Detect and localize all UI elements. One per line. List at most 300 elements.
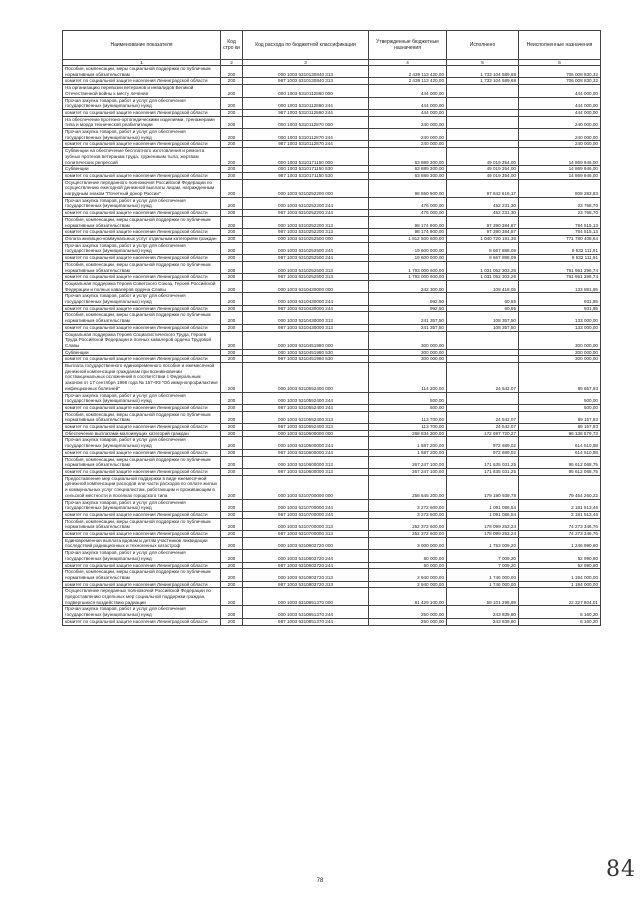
cell-remaining: 614 510,98 xyxy=(519,437,601,449)
cell-kbk: 000 1003 5310803720 244 xyxy=(243,550,369,562)
cell-remaining: 9 532 111,91 xyxy=(519,255,601,262)
cell-remaining: 784 515,13 xyxy=(519,229,601,236)
table-row xyxy=(63,293,601,305)
cell-kbk: 000 1003 5310430000 000 xyxy=(243,280,369,292)
cell-remaining: 761 951 296,74 xyxy=(519,261,601,273)
cell-kbk: 000 1003 5310112860 000 xyxy=(243,85,369,97)
table-row xyxy=(63,85,601,97)
cell-executed: 1 753 009,20 xyxy=(447,537,519,549)
cell-name: Прочая закупка товаров, работ и услуг для обеспечения государственных (муниципальных) нужд xyxy=(63,392,221,404)
cell-code: 200 xyxy=(221,475,243,499)
cell-code: 200 xyxy=(221,85,243,97)
cell-name: комитет по социальной защите населения Ленинградской области xyxy=(63,324,221,331)
cell-code: 200 xyxy=(221,392,243,404)
column-index-cell: 6 xyxy=(519,60,601,66)
cell-code: 200 xyxy=(221,449,243,456)
cell-executed: 8 667 888,09 xyxy=(447,242,519,254)
cell-kbk: 000 1003 5310552400 244 xyxy=(243,392,369,404)
table-row xyxy=(63,475,601,499)
cell-code: 200 xyxy=(221,97,243,109)
cell-kbk: 000 1003 5310252200 244 xyxy=(243,197,369,209)
cell-remaining: 14 869 946,00 xyxy=(519,148,601,166)
cell-executed xyxy=(447,141,519,148)
cell-code: 200 xyxy=(221,356,243,363)
cell-kbk: 987 1003 5310552400 244 xyxy=(243,404,369,411)
table-row xyxy=(63,78,601,85)
cell-kbk: 987 1003 5310451980 530 xyxy=(243,356,369,363)
table-row xyxy=(63,437,601,449)
cell-code: 200 xyxy=(221,78,243,85)
table-row xyxy=(63,404,601,411)
cell-kbk: 000 1003 5310600000 313 xyxy=(243,456,369,468)
table-row xyxy=(63,305,601,312)
cell-code: 200 xyxy=(221,550,243,562)
cell-code: 200 xyxy=(221,618,243,625)
cell-executed xyxy=(447,85,519,97)
table-row xyxy=(63,116,601,128)
handwritten-sheet-number: 84 xyxy=(606,857,636,882)
cell-name: комитет по социальной защите населения Ленинградской области xyxy=(63,531,221,538)
column-index-cell: 1 xyxy=(63,60,221,66)
cell-kbk: 000 1003 5310112860 244 xyxy=(243,97,369,109)
cell-code: 200 xyxy=(221,562,243,569)
header-approved: Утвержденные бюджетные назначения xyxy=(369,31,447,60)
column-index-cell: 3 xyxy=(243,60,369,66)
table-row xyxy=(63,469,601,476)
cell-executed: 972 689,02 xyxy=(447,437,519,449)
cell-name: Социальная поддержка Героев Социалистического Труда, Героев Труда Российской Федерации и полных кавалеров ордена Трудовой Славы xyxy=(63,331,221,349)
table-row xyxy=(63,197,601,209)
cell-executed: 243 839,80 xyxy=(447,606,519,618)
cell-executed: 452 231,30 xyxy=(447,197,519,209)
cell-name: Пособия, компенсации, меры социальной поддержки по публичным нормативным обязательствам xyxy=(63,518,221,530)
cell-code: 200 xyxy=(221,229,243,236)
cell-executed xyxy=(447,97,519,109)
cell-approved: 2 940 000,00 xyxy=(369,581,447,588)
cell-name: Осуществление переданного полномочия Российской Федерации по осуществлению ежегодной денежной выплаты лицам, награжденным нагрудным знаком "Почетный донор России" xyxy=(63,179,221,197)
cell-executed: 1 040 720 191,36 xyxy=(447,235,519,242)
cell-remaining: 931,95 xyxy=(519,305,601,312)
cell-approved: 240 000,00 xyxy=(369,116,447,128)
table-row xyxy=(63,581,601,588)
cell-code: 200 xyxy=(221,305,243,312)
cell-name: Выплата государственного единовременного пособия и ежемесячной денежной компенсации гражданам при возникновении поствакцинальных осложнений в соответствии с Федеральным законом от 17 сентября 1998 года № 157-ФЗ "Об иммунопрофилактике инфекционных болезней" xyxy=(63,363,221,393)
table-row xyxy=(63,511,601,518)
cell-kbk: 987 1003 5310252500 313 xyxy=(243,274,369,281)
cell-code: 200 xyxy=(221,197,243,209)
cell-remaining: 240 000,00 xyxy=(519,141,601,148)
cell-code: 200 xyxy=(221,511,243,518)
cell-approved: 268 834 300,00 xyxy=(369,430,447,437)
cell-executed: 1 091 086,54 xyxy=(447,499,519,511)
header-name: Наименование показателя xyxy=(63,31,221,60)
cell-name: Прочая закупка товаров, работ и услуг для обеспечения государственных (муниципальных) нужд xyxy=(63,129,221,141)
cell-name: На организацию перевозки ветеранов и инвалидов Великой Отечественной войны к месту лечения xyxy=(63,85,221,97)
cell-name: комитет по социальной защите населения Ленинградской области xyxy=(63,511,221,518)
cell-remaining: 79 454 260,22 xyxy=(519,475,601,499)
cell-executed: 97 842 616,17 xyxy=(447,179,519,197)
cell-name: Прочая закупка товаров, работ и услуг для обеспечения государственных (муниципальных) нужд xyxy=(63,606,221,618)
cell-executed: 178 099 253,24 xyxy=(447,518,519,530)
cell-remaining: 2 181 513,46 xyxy=(519,511,601,518)
cell-name: Пособия, компенсации, меры социальной поддержки по публичным нормативным обязательствам xyxy=(63,312,221,324)
cell-code: 200 xyxy=(221,109,243,116)
cell-name: Пособия, компенсации, меры социальной поддержки по публичным нормативным обязательствам xyxy=(63,261,221,273)
cell-executed: 972 689,02 xyxy=(447,449,519,456)
cell-code: 200 xyxy=(221,430,243,437)
cell-executed: 1 031 052 303,26 xyxy=(447,274,519,281)
cell-approved: 476 000,00 xyxy=(369,197,447,209)
table-row xyxy=(63,349,601,356)
cell-approved: 2 439 113 420,00 xyxy=(369,66,447,78)
cell-approved: 1 793 000 600,00 xyxy=(369,261,447,273)
cell-approved: 267 247 100,00 xyxy=(369,469,447,476)
cell-remaining: 706 008 830,32 xyxy=(519,66,601,78)
cell-remaining: 240 000,00 xyxy=(519,129,601,141)
table-row xyxy=(63,97,601,109)
cell-code: 200 xyxy=(221,324,243,331)
cell-name: Пособия, компенсации, меры социальной поддержки по публичным нормативным обязательствам xyxy=(63,569,221,581)
cell-executed: 1 733 104 589,68 xyxy=(447,78,519,85)
cell-name: комитет по социальной защите населения Ленинградской области xyxy=(63,255,221,262)
table-body xyxy=(63,66,601,626)
report-sheet xyxy=(62,30,600,626)
cell-approved: 500,00 xyxy=(369,404,447,411)
cell-remaining: 95 612 068,75 xyxy=(519,469,601,476)
cell-name: Пособия, компенсации, меры социальной поддержки по публичным нормативным обязательствам xyxy=(63,216,221,228)
cell-approved: 992,50 xyxy=(369,293,447,305)
cell-code: 200 xyxy=(221,172,243,179)
table-row xyxy=(63,569,601,581)
cell-code: 200 xyxy=(221,129,243,141)
cell-code: 200 xyxy=(221,363,243,393)
cell-code: 200 xyxy=(221,537,243,549)
cell-remaining: 133 000,00 xyxy=(519,312,601,324)
cell-executed xyxy=(447,356,519,363)
cell-name: комитет по социальной защите населения Ленинградской области xyxy=(63,404,221,411)
cell-remaining: 74 273 346,76 xyxy=(519,518,601,530)
cell-name: комитет по социальной защите населения Ленинградской области xyxy=(63,229,221,236)
cell-remaining: 784 515,13 xyxy=(519,216,601,228)
cell-kbk: 000 1003 5310803720 313 xyxy=(243,569,369,581)
cell-kbk: 987 1003 5310430000 313 xyxy=(243,324,369,331)
cell-remaining: 22 327 804,01 xyxy=(519,588,601,606)
table-row xyxy=(63,280,601,292)
cell-remaining: 6 160,20 xyxy=(519,618,601,625)
cell-remaining: 500,00 xyxy=(519,404,601,411)
cell-executed: 24 542,07 xyxy=(447,424,519,431)
cell-executed: 243 839,80 xyxy=(447,618,519,625)
cell-code: 200 xyxy=(221,518,243,530)
cell-kbk: 000 1003 5310600000 000 xyxy=(243,430,369,437)
table-row xyxy=(63,424,601,431)
table-row xyxy=(63,242,601,254)
cell-approved: 98 650 900,00 xyxy=(369,179,447,197)
cell-kbk: 987 1003 5310112870 244 xyxy=(243,141,369,148)
cell-approved: 60 000,00 xyxy=(369,550,447,562)
cell-remaining: 96 136 579,73 xyxy=(519,430,601,437)
cell-executed: 59 101 295,99 xyxy=(447,588,519,606)
cell-approved: 500,00 xyxy=(369,392,447,404)
table-row xyxy=(63,216,601,228)
cell-kbk: 000 1003 5310430000 244 xyxy=(243,293,369,305)
cell-kbk: 000 1003 5310171150 530 xyxy=(243,166,369,173)
cell-remaining: 89 157,93 xyxy=(519,411,601,423)
cell-approved: 113 700,00 xyxy=(369,411,447,423)
cell-code: 200 xyxy=(221,404,243,411)
cell-approved: 250 000,00 xyxy=(369,618,447,625)
cell-name: Прочая закупка товаров, работ и услуг для обеспечения государственных (муниципальных) нужд xyxy=(63,197,221,209)
header-code: Код стро ки xyxy=(221,31,243,60)
cell-approved: 19 600 000,00 xyxy=(369,242,447,254)
cell-executed xyxy=(447,392,519,404)
cell-executed xyxy=(447,349,519,356)
cell-executed: 1 746 000,00 xyxy=(447,569,519,581)
header-kbk: Код расхода по бюджетной классификации xyxy=(243,31,369,60)
cell-approved: 2 940 000,00 xyxy=(369,569,447,581)
cell-kbk: 987 1003 5310112860 244 xyxy=(243,109,369,116)
column-index-cell: 4 xyxy=(369,60,447,66)
cell-code: 200 xyxy=(221,210,243,217)
table-row xyxy=(63,363,601,393)
cell-kbk: 987 1003 5310552400 313 xyxy=(243,424,369,431)
cell-kbk: 000 1003 5310451980 530 xyxy=(243,349,369,356)
cell-name: Социальная поддержка Героев Советского Союза, Героев Российской Федерации и полных кавалеров ордена Славы xyxy=(63,280,221,292)
cell-name: Предоставление мер социальной поддержки в виде ежемесячной денежной компенсации расходов или части расходов по оплате жилых и коммунальных услуг специалистам, работающим и проживающим в сельской местности и поселках городского типа xyxy=(63,475,221,499)
cell-executed: 108 418,05 xyxy=(447,280,519,292)
cell-executed: 452 231,30 xyxy=(447,210,519,217)
cell-executed: 179 190 939,78 xyxy=(447,475,519,499)
cell-kbk: 000 1003 5310252500 000 xyxy=(243,235,369,242)
cell-name: комитет по социальной защите населения Ленинградской области xyxy=(63,210,221,217)
cell-kbk: 987 1003 5310252200 244 xyxy=(243,210,369,217)
cell-executed xyxy=(447,331,519,349)
cell-remaining: 614 510,98 xyxy=(519,449,601,456)
header-remaining: Неисполненные назначения xyxy=(519,31,601,60)
cell-approved: 241 357,50 xyxy=(369,324,447,331)
cell-name: На обеспечение протезно-ортопедическими изделиями, тренажерами типа и морда технической реабилитации xyxy=(63,116,221,128)
cell-kbk: 987 1003 5310600000 313 xyxy=(243,469,369,476)
cell-executed: 60,55 xyxy=(447,305,519,312)
cell-approved: 444 000,00 xyxy=(369,109,447,116)
cell-remaining: 300 000,00 xyxy=(519,331,601,349)
table-row xyxy=(63,261,601,273)
table-row xyxy=(63,550,601,562)
cell-approved: 250 000,00 xyxy=(369,606,447,618)
cell-name: Пособия, компенсации, меры социальной поддержки по публичным нормативным обязательствам xyxy=(63,456,221,468)
cell-approved: 240 000,00 xyxy=(369,129,447,141)
cell-remaining: 89 657,93 xyxy=(519,363,601,393)
cell-executed: 49 019 354,00 xyxy=(447,172,519,179)
cell-executed: 24 542,07 xyxy=(447,411,519,423)
cell-code: 200 xyxy=(221,456,243,468)
cell-remaining: 52 990,80 xyxy=(519,562,601,569)
cell-kbk: 000 1003 5310252500 313 xyxy=(243,261,369,273)
table-row xyxy=(63,606,601,618)
cell-kbk: 000 1003 5310803720 000 xyxy=(243,537,369,549)
cell-approved: 242 300,00 xyxy=(369,280,447,292)
cell-name: комитет по социальной защите населения Ленинградской области xyxy=(63,424,221,431)
table-row xyxy=(63,210,601,217)
cell-approved: 992,50 xyxy=(369,305,447,312)
cell-name: Субвенции xyxy=(63,349,221,356)
cell-remaining: 133 881,95 xyxy=(519,280,601,292)
table-header xyxy=(63,31,601,66)
cell-kbk: 987 1003 5310803720 244 xyxy=(243,562,369,569)
cell-kbk: 000 1003 5310252200 000 xyxy=(243,179,369,197)
cell-approved: 1 587 200,00 xyxy=(369,449,447,456)
cell-executed: 97 390 384,87 xyxy=(447,229,519,236)
cell-name: комитет по социальной защите населения Ленинградской области xyxy=(63,141,221,148)
cell-name: комитет по социальной защите населения Ленинградской области xyxy=(63,562,221,569)
cell-name: комитет по социальной защите населения Ленинградской области xyxy=(63,618,221,625)
cell-kbk: 987 1003 5310851370 244 xyxy=(243,618,369,625)
table-row xyxy=(63,499,601,511)
cell-executed: 1 733 104 589,68 xyxy=(447,66,519,78)
cell-remaining: 9 532 111,91 xyxy=(519,242,601,254)
cell-executed: 8 667 888,09 xyxy=(447,255,519,262)
cell-kbk: 000 1003 5310430000 313 xyxy=(243,312,369,324)
table-row xyxy=(63,411,601,423)
cell-remaining: 23 768,70 xyxy=(519,210,601,217)
cell-approved: 98 174 900,00 xyxy=(369,229,447,236)
cell-approved: 60 000,00 xyxy=(369,562,447,569)
cell-name: комитет по социальной защите населения Ленинградской области xyxy=(63,581,221,588)
cell-kbk: 000 1003 5310130840 313 xyxy=(243,66,369,78)
cell-kbk: 000 1003 5310112870 000 xyxy=(243,116,369,128)
header-executed: Исполнено xyxy=(447,31,519,60)
cell-executed: 171 635 031,25 xyxy=(447,469,519,476)
table-row xyxy=(63,456,601,468)
cell-kbk: 987 1003 5310700000 244 xyxy=(243,511,369,518)
table-row xyxy=(63,109,601,116)
cell-name: комитет по социальной защите населения Ленинградской области xyxy=(63,469,221,476)
cell-executed: 49 019 354,00 xyxy=(447,148,519,166)
cell-remaining: 52 990,80 xyxy=(519,550,601,562)
cell-remaining: 1 194 000,00 xyxy=(519,569,601,581)
table-row xyxy=(63,324,601,331)
cell-code: 200 xyxy=(221,437,243,449)
cell-name: Обеспечение выплатами малоимущих категорий граждан xyxy=(63,430,221,437)
cell-remaining: 14 869 946,00 xyxy=(519,166,601,173)
table-row xyxy=(63,274,601,281)
table-row xyxy=(63,148,601,166)
cell-kbk: 987 1003 5310252500 244 xyxy=(243,255,369,262)
cell-name: Прочая закупка товаров, работ и услуг для обеспечения государственных (муниципальных) нужд xyxy=(63,242,221,254)
cell-code: 200 xyxy=(221,606,243,618)
cell-kbk: 987 1003 5310252200 313 xyxy=(243,229,369,236)
table-row xyxy=(63,66,601,78)
cell-name: комитет по социальной защите населения Ленинградской области xyxy=(63,305,221,312)
cell-executed: 97 390 384,87 xyxy=(447,216,519,228)
cell-kbk: 000 1003 5310552400 313 xyxy=(243,411,369,423)
cell-approved: 114 200,00 xyxy=(369,363,447,393)
cell-remaining: 2 181 513,46 xyxy=(519,499,601,511)
table-row xyxy=(63,392,601,404)
cell-code: 200 xyxy=(221,531,243,538)
cell-executed xyxy=(447,109,519,116)
cell-approved: 3 272 600,00 xyxy=(369,499,447,511)
cell-name: Прочая закупка товаров, работ и услуг для обеспечения государственных (муниципальных) нужд xyxy=(63,550,221,562)
cell-kbk: 000 1003 5310700000 244 xyxy=(243,499,369,511)
cell-remaining: 1 246 990,80 xyxy=(519,537,601,549)
cell-name: комитет по социальной защите населения Ленинградской области xyxy=(63,109,221,116)
cell-remaining: 931,95 xyxy=(519,293,601,305)
cell-remaining: 240 000,00 xyxy=(519,116,601,128)
cell-remaining: 89 157,93 xyxy=(519,424,601,431)
cell-code: 200 xyxy=(221,280,243,292)
cell-code: 200 xyxy=(221,331,243,349)
cell-name: комитет по социальной защите населения Ленинградской области xyxy=(63,356,221,363)
cell-approved: 2 439 113 420,00 xyxy=(369,78,447,85)
table-row xyxy=(63,430,601,437)
cell-approved: 19 600 000,00 xyxy=(369,255,447,262)
table-row xyxy=(63,141,601,148)
cell-name: комитет по социальной защите населения Ленинградской области xyxy=(63,274,221,281)
cell-remaining: 95 612 068,75 xyxy=(519,456,601,468)
cell-executed: 171 635 031,25 xyxy=(447,456,519,468)
cell-code: 200 xyxy=(221,179,243,197)
cell-code: 200 xyxy=(221,242,243,254)
cell-executed xyxy=(447,129,519,141)
cell-name: Субвенции xyxy=(63,166,221,173)
table-row xyxy=(63,129,601,141)
cell-code: 200 xyxy=(221,469,243,476)
cell-remaining: 74 273 346,76 xyxy=(519,531,601,538)
cell-executed: 49 019 354,00 xyxy=(447,166,519,173)
budget-execution-table xyxy=(62,30,601,626)
cell-code: 200 xyxy=(221,116,243,128)
column-index-cell: 5 xyxy=(447,60,519,66)
cell-executed: 60,55 xyxy=(447,293,519,305)
cell-approved: 1 812 500 600,00 xyxy=(369,235,447,242)
cell-code: 200 xyxy=(221,349,243,356)
cell-name: Пособия, компенсации, меры социальной поддержки по публичным нормативным обязательствам xyxy=(63,66,221,78)
cell-remaining: 444 000,00 xyxy=(519,97,601,109)
cell-code: 200 xyxy=(221,66,243,78)
cell-approved: 252 372 600,00 xyxy=(369,531,447,538)
table-row xyxy=(63,531,601,538)
cell-remaining: 444 000,00 xyxy=(519,109,601,116)
cell-name: Осуществление переданных полномочий Российской Федерации по предоставлению отдельных мер социальной поддержки граждан, подвергшихся воздействию радиации xyxy=(63,588,221,606)
cell-kbk: 987 1003 5310430000 244 xyxy=(243,305,369,312)
cell-approved: 1 587 200,00 xyxy=(369,437,447,449)
cell-remaining: 23 768,70 xyxy=(519,197,601,209)
cell-executed: 108 357,50 xyxy=(447,312,519,324)
cell-executed: 178 099 253,24 xyxy=(447,531,519,538)
cell-approved: 81 429 100,00 xyxy=(369,588,447,606)
cell-executed xyxy=(447,116,519,128)
cell-kbk: 000 1003 5310851370 000 xyxy=(243,588,369,606)
cell-approved: 113 700,00 xyxy=(369,424,447,431)
cell-name: Прочая закупка товаров, работ и услуг для обеспечения государственных (муниципальных) нужд xyxy=(63,499,221,511)
cell-code: 200 xyxy=(221,166,243,173)
cell-name: комитет по социальной защите населения Ленинградской области xyxy=(63,78,221,85)
cell-kbk: 000 1003 5310112870 244 xyxy=(243,129,369,141)
table-row xyxy=(63,562,601,569)
cell-approved: 300 000,00 xyxy=(369,356,447,363)
cell-kbk: 000 1003 5310171150 000 xyxy=(243,148,369,166)
cell-kbk: 000 1003 5310700000 313 xyxy=(243,518,369,530)
table-row xyxy=(63,229,601,236)
cell-code: 200 xyxy=(221,293,243,305)
cell-remaining: 14 869 946,00 xyxy=(519,172,601,179)
cell-executed: 1 091 086,54 xyxy=(447,511,519,518)
table-row xyxy=(63,537,601,549)
cell-executed: 172 697 720,27 xyxy=(447,430,519,437)
cell-code: 200 xyxy=(221,424,243,431)
cell-approved: 252 372 600,00 xyxy=(369,518,447,530)
